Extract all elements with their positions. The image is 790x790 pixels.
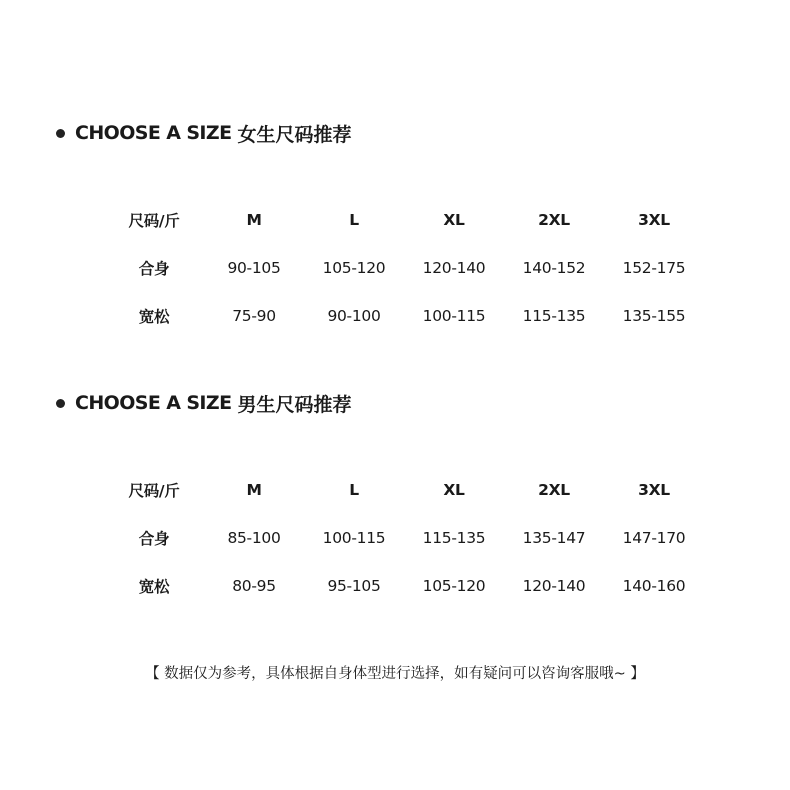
- women-size-table: [104, 196, 704, 340]
- header-cell-xl: XL: [443, 481, 465, 499]
- table-row: [104, 514, 704, 562]
- table-header-row: [104, 466, 704, 514]
- table-cell: 135-147: [522, 529, 586, 547]
- table-header-row: [104, 196, 704, 244]
- header-cell-2xl: 2XL: [538, 481, 570, 499]
- table-cell: 100-115: [422, 307, 486, 325]
- header-cell-l: L: [349, 211, 359, 229]
- row-label-loose: 宽松: [138, 578, 170, 596]
- table-cell: 140-160: [622, 577, 686, 595]
- header-cell-3xl: 3XL: [638, 211, 670, 229]
- header-cell-unit: 尺码/斤: [128, 212, 180, 230]
- table-row: [104, 562, 704, 610]
- table-cell: 115-135: [422, 529, 486, 547]
- table-cell: 90-105: [227, 259, 281, 277]
- header-cell-unit: 尺码/斤: [128, 482, 180, 500]
- header-cell-m: M: [246, 211, 262, 229]
- row-label-loose: 宽松: [138, 308, 170, 326]
- table-cell: 115-135: [522, 307, 586, 325]
- table-cell: 105-120: [422, 577, 486, 595]
- table-cell: 120-140: [422, 259, 486, 277]
- row-label-fit: 合身: [138, 260, 170, 278]
- table-row: [104, 244, 704, 292]
- table-cell: 95-105: [327, 577, 381, 595]
- table-cell: 140-152: [522, 259, 586, 277]
- table-cell: 90-100: [327, 307, 381, 325]
- bullet-icon: [56, 129, 65, 138]
- row-label-fit: 合身: [138, 530, 170, 548]
- women-title-en: CHOOSE A SIZE: [75, 122, 232, 144]
- men-title-cn: 男生尺码推荐: [237, 393, 352, 416]
- bullet-icon: [56, 399, 65, 408]
- table-cell: 147-170: [622, 529, 686, 547]
- table-row: [104, 292, 704, 340]
- table-cell: 100-115: [322, 529, 386, 547]
- men-title-en: CHOOSE A SIZE: [75, 392, 232, 414]
- header-cell-l: L: [349, 481, 359, 499]
- men-size-table: [104, 466, 704, 610]
- disclaimer-note: 【 数据仅为参考，具体根据自身体型进行选择，如有疑问可以咨询客服哦~ 】: [145, 666, 645, 682]
- header-cell-m: M: [246, 481, 262, 499]
- table-cell: 120-140: [522, 577, 586, 595]
- table-cell: 105-120: [322, 259, 386, 277]
- women-section-title: [56, 119, 351, 147]
- header-cell-xl: XL: [443, 211, 465, 229]
- women-title-cn: 女生尺码推荐: [237, 123, 352, 146]
- table-cell: 80-95: [232, 577, 276, 595]
- header-cell-3xl: 3XL: [638, 481, 670, 499]
- header-cell-2xl: 2XL: [538, 211, 570, 229]
- table-cell: 85-100: [227, 529, 281, 547]
- table-cell: 75-90: [232, 307, 276, 325]
- table-cell: 135-155: [622, 307, 686, 325]
- table-cell: 152-175: [622, 259, 686, 277]
- men-section-title: [56, 389, 351, 417]
